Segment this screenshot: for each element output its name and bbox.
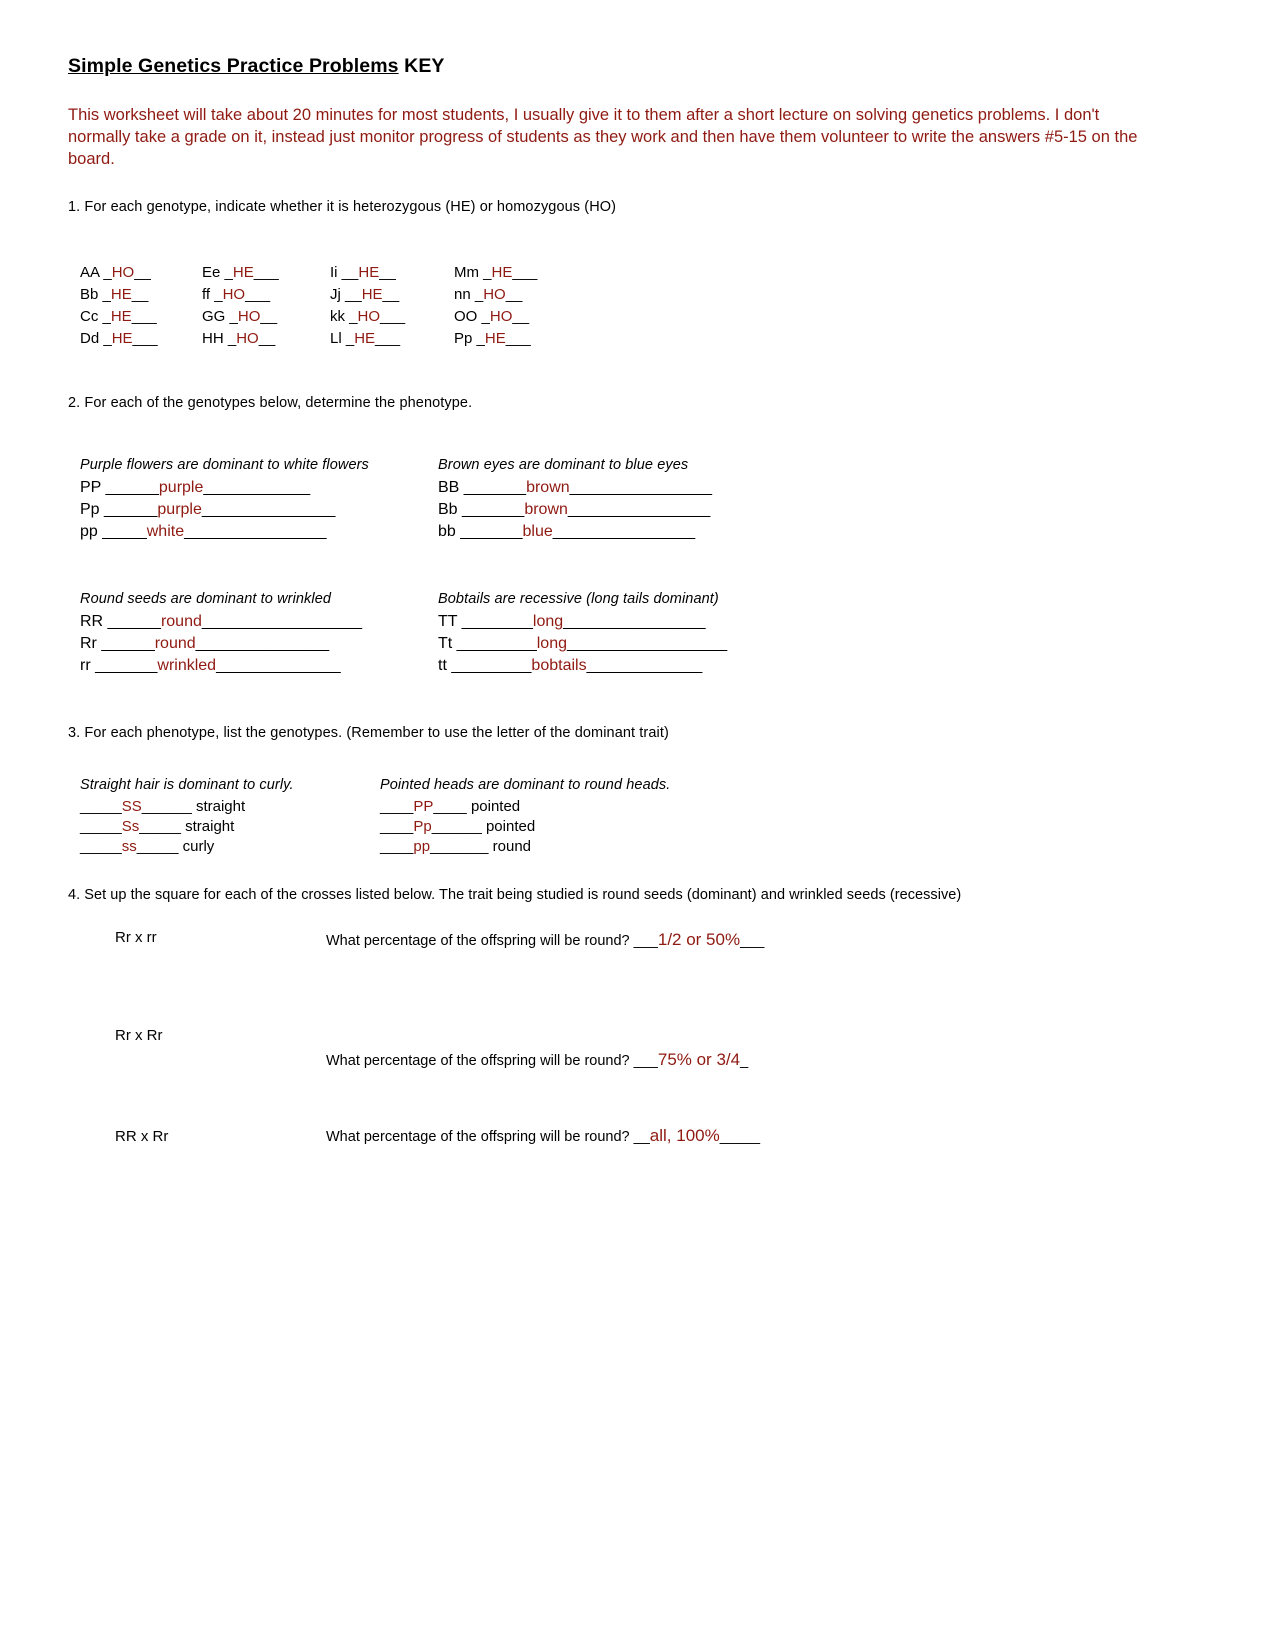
genotype-label: OO _ [454, 308, 490, 325]
genotype-label: tt _________ [438, 657, 532, 674]
blank-lead: ____ [380, 798, 414, 815]
genotype-answer: HO [111, 264, 135, 281]
question-1-prompt: 1. For each genotype, indicate whether it is heterozygous (HE) or homozygous (HO) [68, 199, 617, 215]
phenotype-group-tails [438, 591, 1205, 677]
phenotype-answer: long [536, 635, 567, 652]
genotype-label: Bb _ [80, 286, 111, 303]
genotype-answer: HO [483, 286, 506, 303]
genotype-label: Cc _ [80, 308, 111, 325]
phenotype-row [438, 633, 1205, 655]
genotype-row [80, 817, 380, 837]
genotype-label: Pp ______ [80, 501, 158, 518]
phenotype-group-seeds [80, 591, 438, 677]
q3-row [80, 777, 1205, 857]
genotype-answer: HE [484, 330, 506, 347]
genotype-label: PP ______ [80, 479, 159, 496]
genotype-blank: __ [134, 264, 151, 281]
phenotype-row [80, 499, 438, 521]
genotype-answer: HE [110, 286, 132, 303]
genotype-blank: __ [258, 330, 276, 347]
genotype-answer: HE [358, 264, 380, 281]
genotype-label: kk _ [330, 308, 358, 325]
cross-label: Rr x rr [115, 929, 157, 946]
blank-trail: _____ [136, 838, 183, 855]
answer-blank: ________________ [563, 613, 706, 630]
phenotype-label: straight [195, 798, 246, 815]
blank-lead: _____ [80, 798, 122, 815]
answer-blank: ________________ [567, 501, 711, 518]
cross-blank-trail: _____ [719, 1129, 761, 1145]
genotype-answer: HO [236, 330, 259, 347]
genotype-item [330, 263, 454, 283]
genotype-item [80, 285, 202, 305]
phenotype-row [438, 655, 1205, 677]
genotype-label: pp _____ [80, 523, 147, 540]
phenotype-answer: purple [158, 479, 204, 496]
phenotype-row [80, 477, 438, 499]
cross-blank-trail: ___ [740, 933, 765, 949]
genotype-item [80, 329, 202, 349]
phenotype-answer: round [160, 613, 202, 630]
cross-question [326, 1027, 806, 1072]
phenotype-answer: brown [524, 501, 568, 518]
genotype-item [202, 329, 330, 349]
genotype-blank: __ [260, 308, 278, 325]
blank-trail: ______ [431, 818, 486, 835]
phenotype-label: pointed [485, 818, 536, 835]
phenotype-label: round [492, 838, 532, 855]
group-heading: Straight hair is dominant to curly. [80, 777, 294, 793]
genotype-item [202, 307, 330, 327]
genotype-label: Pp _ [454, 330, 485, 347]
phenotype-row [438, 477, 1205, 499]
phenotype-answer: bobtails [531, 657, 587, 674]
question-2-prompt: 2. For each of the genotypes below, determine the phenotype. [68, 395, 473, 411]
group-heading: Bobtails are recessive (long tails dominant) [438, 591, 719, 607]
blank-trail: ______ [141, 798, 196, 815]
genotype-group-heads [380, 777, 1205, 857]
phenotype-row [80, 633, 438, 655]
genotype-label: GG _ [202, 308, 238, 325]
genotype-item [330, 329, 454, 349]
q2-row-1 [80, 457, 1205, 543]
phenotype-group-eyes [438, 457, 1205, 543]
genotype-item [454, 263, 584, 283]
cross-blank-trail: _ [740, 1053, 749, 1069]
genotype-item [454, 285, 584, 305]
genotype-blank: ___ [505, 330, 531, 347]
genotype-label: Ll _ [330, 330, 355, 347]
question-4-prompt: 4. Set up the square for each of the crosses listed below. The trait being studied is round seeds (dominant) and wrinkled seeds (recessive) [68, 887, 962, 903]
genotype-answer: HE [361, 286, 383, 303]
cross-question-text: What percentage of the offspring will be round? [326, 933, 634, 949]
cross-answer: 1/2 or 50% [657, 930, 741, 949]
genotype-item [80, 307, 202, 327]
blank-lead: ____ [380, 838, 414, 855]
genotype-answer: HE [110, 308, 132, 325]
genotype-blank: __ [379, 264, 396, 281]
genotype-answer: PP [413, 798, 434, 815]
genotype-blank: __ [505, 286, 523, 303]
genotype-label: Jj __ [330, 286, 362, 303]
genotype-row [80, 837, 380, 857]
genotype-answer: pp [413, 838, 431, 855]
genotype-label: Mm _ [454, 264, 492, 281]
genotype-label: Rr ______ [80, 635, 155, 652]
answer-blank: ________________ [552, 523, 696, 540]
genotype-blank: ___ [380, 308, 406, 325]
genotype-answer: HE [491, 264, 513, 281]
genotype-answer: SS [121, 798, 142, 815]
genotype-blank: ___ [132, 330, 158, 347]
genotype-row [380, 837, 1205, 857]
genotype-label: bb _______ [438, 523, 523, 540]
cross-block-3 [68, 1125, 1205, 1183]
phenotype-label: straight [185, 818, 235, 835]
phenotype-answer: brown [526, 479, 570, 496]
answer-blank: __________________ [567, 635, 728, 652]
answer-blank: _______________ [201, 501, 336, 518]
blank-trail: _______ [430, 838, 493, 855]
genotype-blank: ___ [512, 264, 538, 281]
cross-blank-lead: __ [633, 1129, 650, 1145]
phenotype-answer: white [146, 523, 185, 540]
genotype-row [80, 797, 380, 817]
genotype-answer: ss [121, 838, 137, 855]
blank-lead: ____ [380, 818, 414, 835]
genotype-blank: ___ [131, 308, 157, 325]
genotype-blank: __ [512, 308, 530, 325]
genotype-answer: HO [357, 308, 381, 325]
genotype-row [380, 797, 1205, 817]
answer-blank: _____________ [586, 657, 703, 674]
genotype-answer: Ss [121, 818, 140, 835]
genotype-answer: Pp [413, 818, 432, 835]
answer-blank: _______________ [195, 635, 330, 652]
answer-blank: ______________ [216, 657, 341, 674]
phenotype-group-purple [80, 457, 438, 543]
cross-answer: all, 100% [649, 1126, 720, 1145]
cross-label: Rr x Rr [115, 1027, 163, 1044]
genotype-answer: HO [237, 308, 261, 325]
blank-trail: _____ [139, 818, 186, 835]
q2-row-2 [80, 591, 1205, 677]
genotype-row [380, 817, 1205, 837]
genotype-item [330, 285, 454, 305]
phenotype-label: curly [182, 838, 215, 855]
genotype-blank: ___ [253, 264, 279, 281]
genotype-answer: HE [232, 264, 254, 281]
genotype-answer: HO [489, 308, 513, 325]
answer-blank: ________________ [184, 523, 327, 540]
genotype-item [454, 307, 584, 327]
group-heading: Round seeds are dominant to wrinkled [80, 591, 332, 607]
cross-answer: 75% or 3/4 [657, 1050, 741, 1069]
genotype-blank: ___ [245, 286, 271, 303]
page-title [68, 55, 1205, 78]
genotype-label: BB _______ [438, 479, 527, 496]
phenotype-row [80, 611, 438, 633]
genotype-label: HH _ [202, 330, 237, 347]
group-heading: Purple flowers are dominant to white flowers [80, 457, 369, 473]
cross-block-1 [68, 929, 1205, 987]
genotype-answer: HE [111, 330, 133, 347]
blank-lead: _____ [80, 818, 122, 835]
group-heading: Brown eyes are dominant to blue eyes [438, 457, 689, 473]
genotype-item [202, 263, 330, 283]
phenotype-answer: round [154, 635, 196, 652]
genotype-item [454, 329, 584, 349]
cross-label: RR x Rr [115, 1128, 169, 1145]
blank-trail: ____ [433, 798, 471, 815]
phenotype-row [438, 611, 1205, 633]
phenotype-answer: blue [522, 523, 553, 540]
genotype-group-hair [80, 777, 380, 857]
genotype-item [80, 263, 202, 283]
genotype-item [330, 307, 454, 327]
genotype-answer: HE [354, 330, 376, 347]
genotype-label: AA _ [80, 264, 112, 281]
genotype-label: Dd _ [80, 330, 112, 347]
genotype-label: Ee _ [202, 264, 233, 281]
genotype-label: rr _______ [80, 657, 158, 674]
answer-blank: ________________ [569, 479, 713, 496]
genotype-blank: __ [382, 286, 400, 303]
genotype-label: RR ______ [80, 613, 161, 630]
teacher-note: This worksheet will take about 20 minutes for most students, I usually give it to them after a short lecture on solving genetics problems. I don't normally take a grade on it, instead just monitor progress of students as they work and then have them volunteer to write the answers #5-15 on the board. [68, 106, 1138, 168]
page-title-main: Simple Genetics Practice Problems [68, 55, 399, 77]
genotype-label: Ii __ [330, 264, 359, 281]
cross-question-text: What percentage of the offspring will be round? [326, 1129, 634, 1145]
phenotype-row [80, 655, 438, 677]
cross-question-text: What percentage of the offspring will be round? [326, 1053, 634, 1069]
genotype-blank: __ [131, 286, 149, 303]
cross-question [326, 1125, 806, 1148]
genotype-blank: ___ [375, 330, 401, 347]
genotype-label: nn _ [454, 286, 484, 303]
genotype-label: Tt _________ [438, 635, 537, 652]
cross-question [326, 929, 806, 952]
phenotype-answer: wrinkled [157, 657, 217, 674]
cross-block-2 [68, 1027, 1205, 1085]
phenotype-row [80, 521, 438, 543]
answer-blank: __________________ [201, 613, 363, 630]
answer-blank: ____________ [203, 479, 311, 496]
phenotype-answer: purple [157, 501, 202, 518]
genotype-grid [80, 263, 1205, 349]
question-3-prompt: 3. For each phenotype, list the genotypes. (Remember to use the letter of the dominant trait) [68, 725, 669, 741]
genotype-answer: HO [222, 286, 246, 303]
genotype-label: ff _ [202, 286, 223, 303]
phenotype-label: pointed [470, 798, 521, 815]
phenotype-answer: long [532, 613, 564, 630]
group-heading: Pointed heads are dominant to round heads. [380, 777, 671, 793]
phenotype-row [438, 521, 1205, 543]
blank-lead: _____ [80, 838, 122, 855]
genotype-label: Bb _______ [438, 501, 525, 518]
cross-blank-lead: ___ [633, 1053, 658, 1069]
page-title-suffix: KEY [398, 55, 445, 77]
phenotype-row [438, 499, 1205, 521]
genotype-label: TT ________ [438, 613, 533, 630]
genotype-item [202, 285, 330, 305]
cross-blank-lead: ___ [633, 933, 658, 949]
